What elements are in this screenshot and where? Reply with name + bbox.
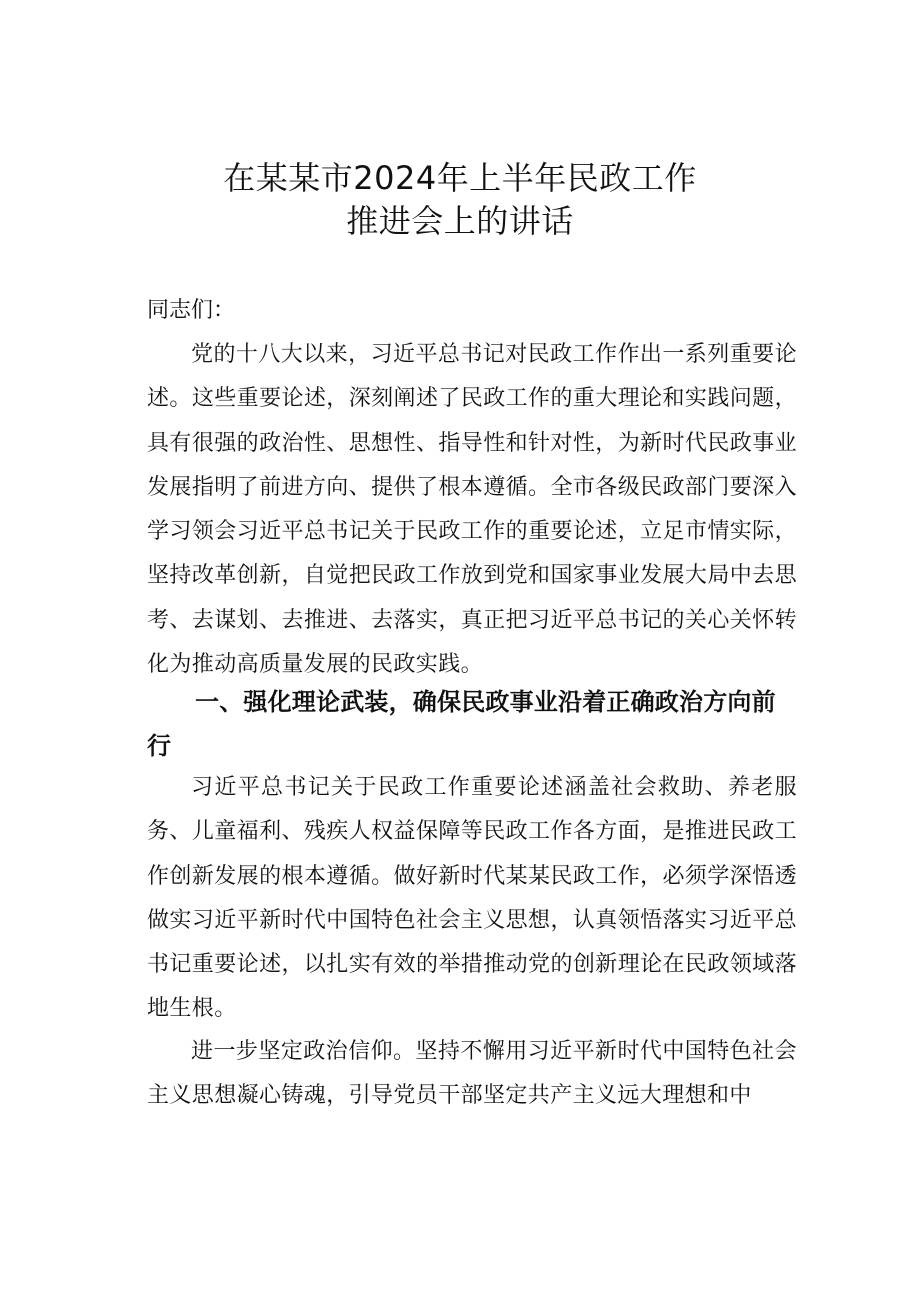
document-title-line-1: 在某某市2024年上半年民政工作 [223,159,697,197]
document-title-line-2: 推进会上的讲话 [346,202,574,240]
paragraph-political-belief: 进一步坚定政治信仰。坚持不懈用习近平新时代中国特色社会主义思想凝心铸魂，引导党员干部坚定共产主义远大理想和中 [147,1039,797,1109]
salutation: 同志们： [147,298,236,323]
section-heading-1: 一、强化理论武装，确保民政事业沿着正确政治方向前行 [147,688,776,760]
paragraph-section-1: 习近平总书记关于民政工作重要论述涵盖社会救助、养老服务、儿童福利、残疾人权益保障等民政工作各方面，是推进民政工作创新发展的根本遵循。做好新时代某某民政工作，必须学深悟透做实习近平新时代中国特色社会主义思想，认真领悟落实习近平总书记重要论述，以扎实有效的举措推动党的创新理论在民政领域落地生根。 [147,775,797,1022]
paragraph-intro: 党的十八大以来，习近平总书记对民政工作作出一系列重要论述。这些重要论述，深刻阐述了民政工作的重大理论和实践问题，具有很强的政治性、思想性、指导性和针对性，为新时代民政事业发展指明了前进方向、提供了根本遵循。全市各级民政部门要深入学习领会习近平总书记关于民政工作的重要论述，立足市情实际，坚持改革创新，自觉把民政工作放到党和国家事业发展大局中去思考、去谋划、去推进、去落实，真正把习近平总书记的关心关怀转化为推动高质量发展的民政实践。 [147,342,797,678]
